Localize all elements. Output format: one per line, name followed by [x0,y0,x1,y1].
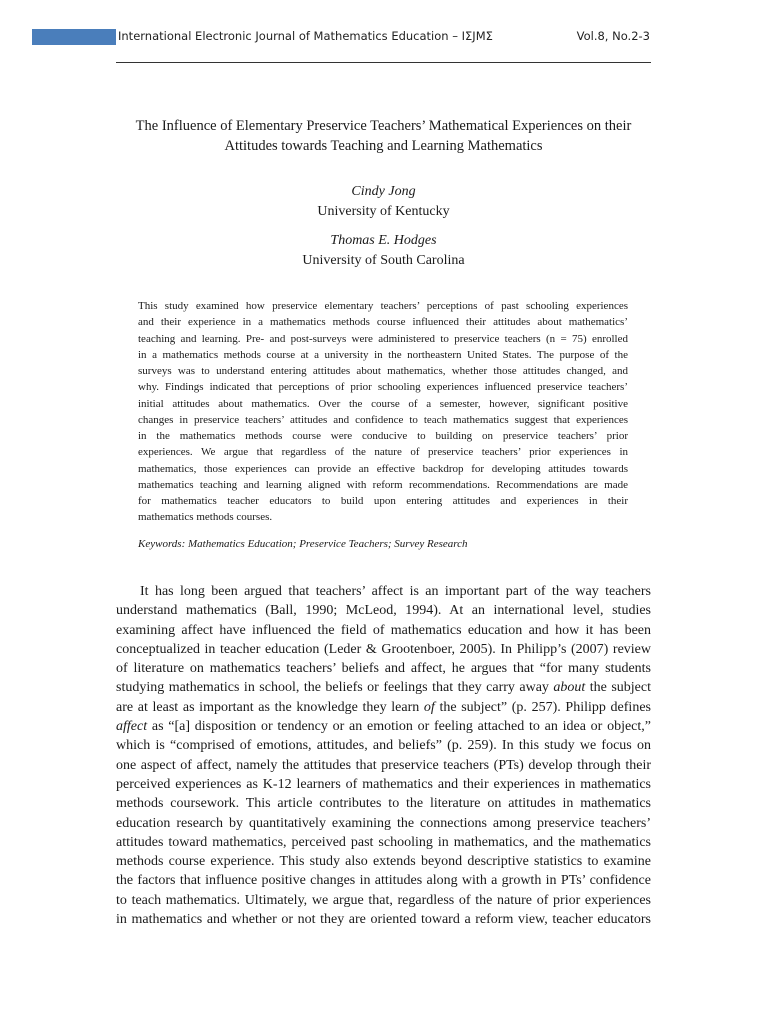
author-block [116,182,651,222]
emphasis-text: about [553,680,586,696]
title-line: Attitudes towards Teaching and Learning Mathematics [224,138,543,154]
abstract-line: in a mathematics methods course at a university in the northeastern United States. The purpose of the [138,348,628,361]
abstract-line: mathematics teaching and learning aligned with reform recommendations. Recommendations are made [138,478,628,491]
body-text-segment: in mathematics and whether or not they are oriented toward a reform view, teacher educators [116,912,651,928]
emphasis-text: affect [116,719,148,735]
body-text-segment: the factors that influence positive changes in attitudes along with a growth in PTs’ confidence [116,873,651,889]
author-name: Thomas E. Hodges [330,233,437,248]
body-text-segment: are at least as important as the knowledge they learn [116,699,424,715]
header-divider [116,62,651,63]
body-text-segment: understand mathematics (Ball, 1990; McLeod, 1994). At an international level, studies [116,603,651,619]
volume-issue: Vol.8, No.2-3 [576,29,650,43]
body-text-segment: It has long been argued that teachers’ affect is an important part of the way teachers [140,584,651,599]
body-text-segment: one aspect of affect, namely the attitudes that preservice teachers (PTs) develop through their [116,757,651,773]
body-text-segment: methods course experience. This study also extends beyond descriptive statistics to examine [116,854,651,870]
abstract-line: mathematics, those experiences can provide an effective backdrop for developing attitudes towards [138,462,628,475]
body-line [116,601,651,620]
paper-title [116,116,651,156]
body-text-segment: attitudes toward mathematics, perceived past schooling in mathematics, and the mathematics [116,834,651,850]
body-line [116,717,651,736]
title-line: The Influence of Elementary Preservice Teachers’ Mathematical Experiences on their [135,118,632,134]
journal-name: International Electronic Journal of Mathematics Education – IΣJMΣ [118,29,493,43]
body-text-segment: the subject” (p. 257). Philipp defines [434,699,651,715]
body-line [116,814,651,833]
body-line [116,640,651,659]
abstract-line: for mathematics teacher educators to build upon entering attitudes and experiences in their [138,495,628,507]
body-line [116,678,651,697]
body-line [116,775,651,794]
body-line [116,698,651,717]
abstract-line: in the mathematics methods course were conducive to building on preservice teachers’ prior [138,430,628,442]
body-line [116,871,651,890]
body-text-segment: of literature on mathematics teachers’ beliefs and affect, he argues that “for many students [116,661,651,677]
abstract-line: changes in preservice teachers’ attitudes and confidence to teach mathematics suggest that experiences [138,413,628,426]
author-affiliation: University of Kentucky [317,204,450,219]
body-text-segment: as “[a] disposition or tendency or an emotion or feeling attached to an idea or object,” [147,719,651,735]
body-text-segment: examining affect have influenced the field of mathematics education and how it has been [116,622,651,638]
body-line [116,756,651,775]
body-text-segment: which is “comprised of emotions, attitudes, and beliefs” (p. 259). In this study we focus on [116,738,651,754]
abstract-line: initial attitudes about mathematics. Over the course of a semester, however, significant positive [138,397,628,410]
body-text-segment: to teach mathematics. Ultimately, we argue that, regardless of the nature of prior experiences [116,892,651,908]
body-text-segment: the subject [585,680,651,696]
author-affiliation: University of South Carolina [302,253,465,268]
body-text-segment: education research by quantitatively examining the connections among preservice teachers’ [116,815,651,831]
abstract [138,298,628,526]
author-block [116,231,651,271]
abstract-line: why. Findings indicated that perceptions of prior schooling experiences influenced preservice teachers’ [138,381,628,394]
author-name: Cindy Jong [351,184,416,199]
body-text [116,582,651,929]
header-accent-bar [32,29,116,45]
abstract-line: experiences. We argue that regardless of the nature of preservice teachers’ prior experiences in [138,446,628,459]
body-line [116,891,651,910]
body-line [116,659,651,678]
body-line [116,582,651,601]
abstract-line: mathematics methods courses. [138,511,273,524]
body-text-segment: methods coursework. This article contributes to the literature on attitudes in mathematics [116,796,651,812]
abstract-line: surveys was to understand entering attitudes about mathematics, whether those attitudes changed, and [138,365,628,377]
body-line [116,736,651,755]
body-line [116,833,651,852]
abstract-line: This study examined how preservice elementary teachers’ perceptions of past schooling experiences [138,300,628,312]
body-line [116,621,651,640]
body-line [116,910,651,929]
body-text-segment: studying mathematics in school, the beliefs or feelings that they carry away [116,680,554,696]
abstract-line: teaching and learning. Pre- and post-surveys were administered to preservice teachers (n = 75) enrolled [138,332,628,345]
body-line [116,794,651,813]
abstract-line: and their experience in a mathematics methods course influenced their attitudes about mathematics’ [138,316,628,329]
body-text-segment: perceived experiences as K-12 learners of mathematics and their experiences in mathematics [116,776,651,792]
body-text-segment: conceptualized in teacher education (Leder & Grootenboer, 2005). In Philipp’s (2007) review [116,641,651,657]
keywords: Keywords: Mathematics Education; Preservice Teachers; Survey Research [138,538,468,550]
emphasis-text: of [423,699,435,715]
body-line [116,852,651,871]
